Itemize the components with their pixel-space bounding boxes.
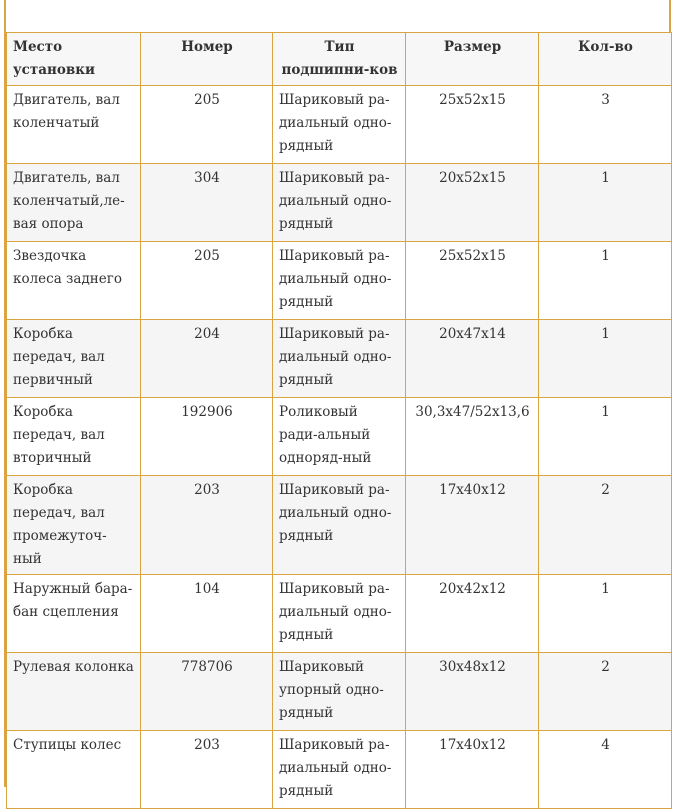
cell-quantity: 1 — [539, 164, 672, 242]
table-row — [7, 575, 672, 653]
cell-bearing-type: Шариковый ра-диальный одно-рядный — [273, 575, 406, 653]
cell-location: Двигатель, вал коленчатый,ле-вая опора — [7, 164, 141, 242]
table-row — [7, 242, 672, 320]
cell-number: 104 — [141, 575, 273, 653]
cell-number: 192906 — [141, 398, 273, 476]
table-row — [7, 476, 672, 575]
cell-bearing-type: Шариковый ра-диальный одно-рядный — [273, 731, 406, 809]
cell-number: 205 — [141, 242, 273, 320]
cell-bearing-type: Шариковый ра-диальный одно-рядный — [273, 242, 406, 320]
header-bearing-type: Тип подшипни-ков — [273, 33, 406, 86]
cell-number: 203 — [141, 476, 273, 575]
cell-size: 30x48x12 — [406, 653, 539, 731]
cell-location: Коробка передач, вал первичный — [7, 320, 141, 398]
table-header-row — [7, 33, 672, 86]
cell-bearing-type: Шариковый ра-диальный одно-рядный — [273, 86, 406, 164]
cell-size: 20x42x12 — [406, 575, 539, 653]
cell-size: 25x52x15 — [406, 86, 539, 164]
cell-bearing-type: Шариковый ра-диальный одно-рядный — [273, 320, 406, 398]
bearings-table — [6, 32, 672, 809]
table-row — [7, 86, 672, 164]
cell-quantity: 1 — [539, 320, 672, 398]
cell-location: Наружный бара-бан сцепления — [7, 575, 141, 653]
cell-number: 304 — [141, 164, 273, 242]
cell-quantity: 2 — [539, 476, 672, 575]
cell-size: 25x52x15 — [406, 242, 539, 320]
cell-number: 203 — [141, 731, 273, 809]
cell-number: 204 — [141, 320, 273, 398]
cell-quantity: 3 — [539, 86, 672, 164]
cell-size: 20x47x14 — [406, 320, 539, 398]
cell-location: Рулевая колонка — [7, 653, 141, 731]
cell-quantity: 1 — [539, 398, 672, 476]
cell-quantity: 4 — [539, 731, 672, 809]
header-number: Номер — [141, 33, 273, 86]
header-quantity: Кол-во — [539, 33, 672, 86]
cell-bearing-type: Шариковый ра-диальный одно-рядный — [273, 164, 406, 242]
table-row — [7, 320, 672, 398]
cell-bearing-type: Шариковый упорный одно-рядный — [273, 653, 406, 731]
cell-bearing-type: Шариковый ра-диальный одно-рядный — [273, 476, 406, 575]
cell-size: 20x52x15 — [406, 164, 539, 242]
table-row — [7, 653, 672, 731]
cell-quantity: 1 — [539, 575, 672, 653]
cell-location: Ступицы колес — [7, 731, 141, 809]
cell-quantity: 2 — [539, 653, 672, 731]
cell-quantity: 1 — [539, 242, 672, 320]
cell-number: 205 — [141, 86, 273, 164]
table-row — [7, 398, 672, 476]
cell-size: 30,3x47/52x13,6 — [406, 398, 539, 476]
header-location: Место установки — [7, 33, 141, 86]
cell-bearing-type: Роликовый ради-альный одноряд-ный — [273, 398, 406, 476]
top-band — [6, 0, 669, 32]
table-row — [7, 164, 672, 242]
cell-size: 17x40x12 — [406, 731, 539, 809]
cell-location: Двигатель, вал коленчатый — [7, 86, 141, 164]
header-size: Размер — [406, 33, 539, 86]
cell-location: Коробка передач, вал промежуточ-ный — [7, 476, 141, 575]
cell-size: 17x40x12 — [406, 476, 539, 575]
cell-number: 778706 — [141, 653, 273, 731]
table-row — [7, 731, 672, 809]
cell-location: Звездочка колеса заднего — [7, 242, 141, 320]
cell-location: Коробка передач, вал вторичный — [7, 398, 141, 476]
